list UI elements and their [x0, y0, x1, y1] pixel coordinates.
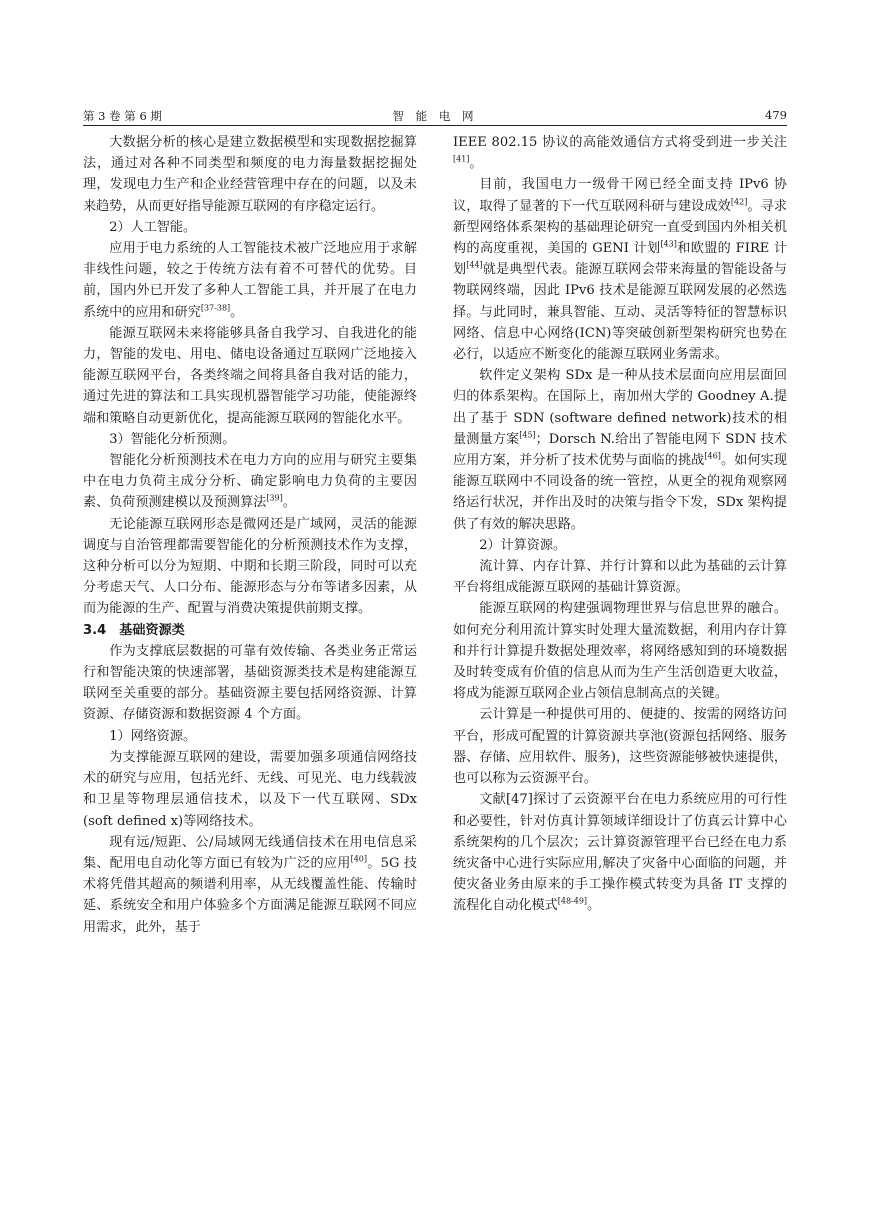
text-run: 软件定义架构 SDx 是一种从技术层面向应用层面回归的体系架构。在国际上，南加州大学的 Goodney A.提出了基于 SDN (software defined network)技术的相量测量方案 [453, 368, 787, 447]
paragraph [83, 832, 417, 938]
subsection-heading [453, 535, 787, 556]
paragraph [83, 450, 417, 514]
paragraph [453, 598, 787, 704]
paragraph [83, 747, 417, 832]
text-run: 大数据分析的核心是建立数据模型和实现数据挖掘算法，通过对各种不同类型和频度的电力海量数据挖掘处理，发现电力生产和企业经营管理中存在的问题，以及未来趋势，从而更好指导能源互联网的有序稳定运行。 [83, 135, 417, 214]
text-run: 。寻求新型网络体系架构的基础理论研究一直受到国内外相关机构的高度重视，美国的 GENI 计划 [453, 198, 788, 257]
paragraph [83, 238, 417, 323]
citation-ref: [44] [466, 260, 483, 270]
text-run: 为支撑能源互联网的建设，需要加强多项通信网络技术的研究与应用，包括光纤、无线、可见光、电力线载波和卫星等物理层通信技术，以及下一代互联网、SDx (soft defined x)等网络技术。 [83, 749, 417, 829]
citation-ref: [37-38] [200, 303, 231, 313]
text-run: 。 [587, 898, 601, 914]
text-run: 能源互联网未来将能够具备自我学习、自我进化的能力，智能的发电、用电、储电设备通过互联网广泛地接入能源互联网平台，各类终端之间将具备自我对话的能力，通过先进的算法和工具实现机器智能学习功能，使能源终端和策略自动更新优化，提高能源互联网的智能化水平。 [83, 325, 417, 426]
citation-ref: [40] [350, 854, 368, 864]
text-run: 3）智能化分析预测。 [109, 431, 236, 447]
text-run: 2）计算资源。 [479, 537, 567, 553]
text-run: 1）网络资源。 [109, 728, 197, 744]
text-run: 能源互联网的构建强调物理世界与信息世界的融合。如何充分利用流计算实时处理大量流数据，利用内存计算和并行计算提升数据处理效率，将网络感知到的环境数据及时转变成有价值的信息从而为生产生活创造更大收益，将成为能源互联网企业占领信息制高点的关键。 [453, 601, 787, 702]
text-run: 作为支撑底层数据的可靠有效传输、各类业务正常运行和智能决策的快速部署，基础资源类技术是构建能源互联网至关重要的部分。基础资源主要包括网络资源、计算资源、存储资源和数据资源 4 个方面。 [83, 643, 417, 723]
text-run: 目前，我国电力一级骨干网已经全面支持 IPv6 协议，取得了显著的下一代互联网科研与建设成效 [453, 177, 787, 214]
citation-ref: [39] [266, 494, 283, 504]
paragraph [83, 323, 417, 429]
text-run: 无论能源互联网形态是微网还是广域网，灵活的能源调度与自治管理都需要智能化的分析预测技术作为支撑，这种分析可以分为短期、中期和长期三阶段，同时可以充分考虑天气、人口分布、能源形态与分布等诸多因素，从而为能源的生产、配置与消费决策提供前期支撑。 [83, 516, 417, 617]
text-run: 现有远/短距、公/局域网无线通信技术在用电信息采集、配用电自动化等方面已有较为广泛的应用 [83, 834, 417, 871]
paragraph [453, 365, 787, 535]
journal-title: 智 能 电 网 [392, 109, 478, 123]
text-run: 应用于电力系统的人工智能技术被广泛地应用于求解非线性问题，较之于传统方法有着不可替代的优势。目前，国内外已开发了多种人工智能工具，并开展了在电力系统中的应用和研究 [83, 241, 417, 320]
text-run: 3.4 基础资源类 [83, 622, 185, 638]
text-run: 云计算是一种提供可用的、便捷的、按需的网络访问平台，形成可配置的计算资源共享池(资源包括网络、服务器、存储、应用软件、服务)，这些资源能够被快速提供，也可以称为云资源平台。 [453, 707, 787, 787]
citation-ref: [43] [660, 239, 677, 249]
subsection-heading [83, 726, 417, 747]
text-run: 。 [469, 156, 483, 172]
section-heading [83, 620, 417, 641]
paragraph [453, 556, 787, 598]
page-number: 479 [765, 108, 787, 122]
paragraph [453, 789, 787, 916]
citation-ref: [45] [519, 430, 536, 440]
text-run: 智能化分析预测技术在电力方向的应用与研究主要集中在电力负荷主成分分析、确定影响电力负荷的主要因素、负荷预测建模以及预测算法 [83, 453, 417, 511]
paragraph [83, 641, 417, 726]
left-column [83, 132, 417, 938]
citation-ref: [46] [704, 451, 721, 461]
running-header [83, 106, 787, 126]
paragraph [453, 704, 787, 789]
paragraph [453, 132, 787, 174]
text-run: IEEE 802.15 协议的高能效通信方式将受到进一步关注 [453, 135, 787, 150]
text-run: 。 [230, 304, 244, 320]
volume-issue: 第 3 卷 第 6 期 [83, 109, 162, 123]
text-run: 。5G 技术将凭借其超高的频谱利用率，从无线覆盖性能、传输时延、系统安全和用户体验多个方面满足能源互联网不同应用需求，此外，基于 [83, 855, 418, 935]
paragraph [83, 132, 417, 217]
text-run: 流计算、内存计算、并行计算和以此为基础的云计算平台将组成能源互联网的基础计算资源。 [453, 559, 787, 596]
citation-ref: [42] [730, 197, 748, 207]
paragraph [83, 514, 417, 620]
text-run: 和欧盟的 FIRE 计划 [453, 241, 787, 278]
right-column [453, 132, 787, 917]
citation-ref: [41] [453, 154, 470, 164]
subsection-heading [83, 429, 417, 450]
header-rule [83, 125, 787, 126]
paragraph [453, 174, 787, 365]
text-run: 文献[47]探讨了云资源平台在电力系统应用的可行性和必要性，针对仿真计算领域详细设计了仿真云计算中心系统架构的几个层次；云计算资源管理平台已经在电力系统灾备中心进行实际应用,解决了灾备中心面临的问题，并使灾备业务由原来的手工操作模式转变为具备 IT 支撑的流程化自动化模式 [453, 792, 787, 914]
citation-ref: [48-49] [557, 896, 588, 906]
text-run: ；Dorsch N.给出了智能电网下 SDN 技术应用方案，并分析了技术优势与面临的挑战 [453, 431, 787, 469]
text-run: 。 [282, 495, 296, 511]
text-run: 2）人工智能。 [109, 219, 197, 235]
text-run: 就是典型代表。能源互联网会带来海量的智能设备与物联网终端，因此 IPv6 技术是能源互联网发展的必然选择。与此同时，兼具智能、互动、灵活等特征的智慧标识网络、信息中心网络(ICN)等突破创新型架构研究也势在必行，以适应不断变化的能源互联网业务需求。 [453, 262, 788, 363]
text-run: 。如何实现能源互联网中不同设备的统一管控，从更全的视角观察网络运行状况，并作出及时的决策与指令下发，SDx 架构提供了有效的解决思路。 [453, 453, 788, 532]
subsection-heading [83, 217, 417, 238]
